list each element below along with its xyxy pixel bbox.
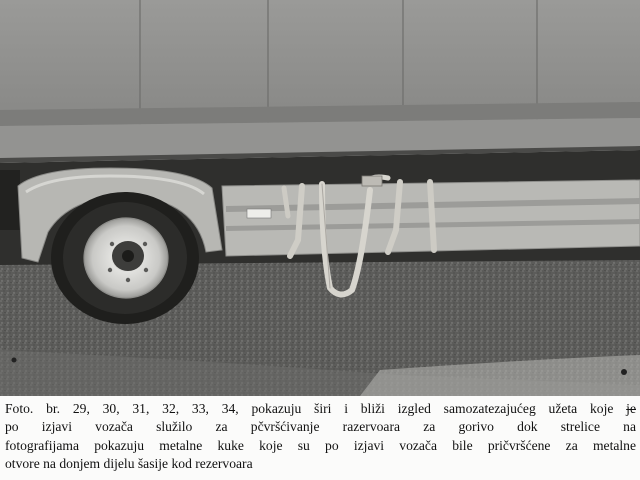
- lug-nut: [143, 242, 147, 246]
- hub-center: [122, 250, 134, 262]
- underside-shadow: [0, 170, 20, 230]
- scan-mark: [12, 358, 17, 363]
- lug-nut: [110, 242, 114, 246]
- caption-line-1: [5, 400, 636, 418]
- lug-nut: [144, 268, 148, 272]
- photo-caption: [5, 400, 636, 474]
- caption-line-2: po izjavi vozača služilo za pčvršćivanje razervoara za gorivo dok strelice na: [5, 419, 636, 435]
- caption-line-1-text: Foto. br. 29, 30, 31, 32, 33, 34, pokazuju širi i bliži izgled samozatezajućeg užeta koje: [5, 401, 614, 416]
- scan-mark: [621, 369, 627, 375]
- caption-line-4: otvore na donjem dijelu šasije kod rezervoara: [5, 456, 253, 472]
- lug-nut: [108, 268, 112, 272]
- caption-line-3: fotografijama pokazuju metalne kuke koje su po izjavi vozača bile pričvršćene za metalne: [5, 437, 636, 453]
- strap-ratchet-buckle: [362, 176, 382, 186]
- caption-struck-word: je: [626, 401, 636, 416]
- lug-nut: [126, 278, 130, 282]
- tank-label-plate: [247, 209, 271, 218]
